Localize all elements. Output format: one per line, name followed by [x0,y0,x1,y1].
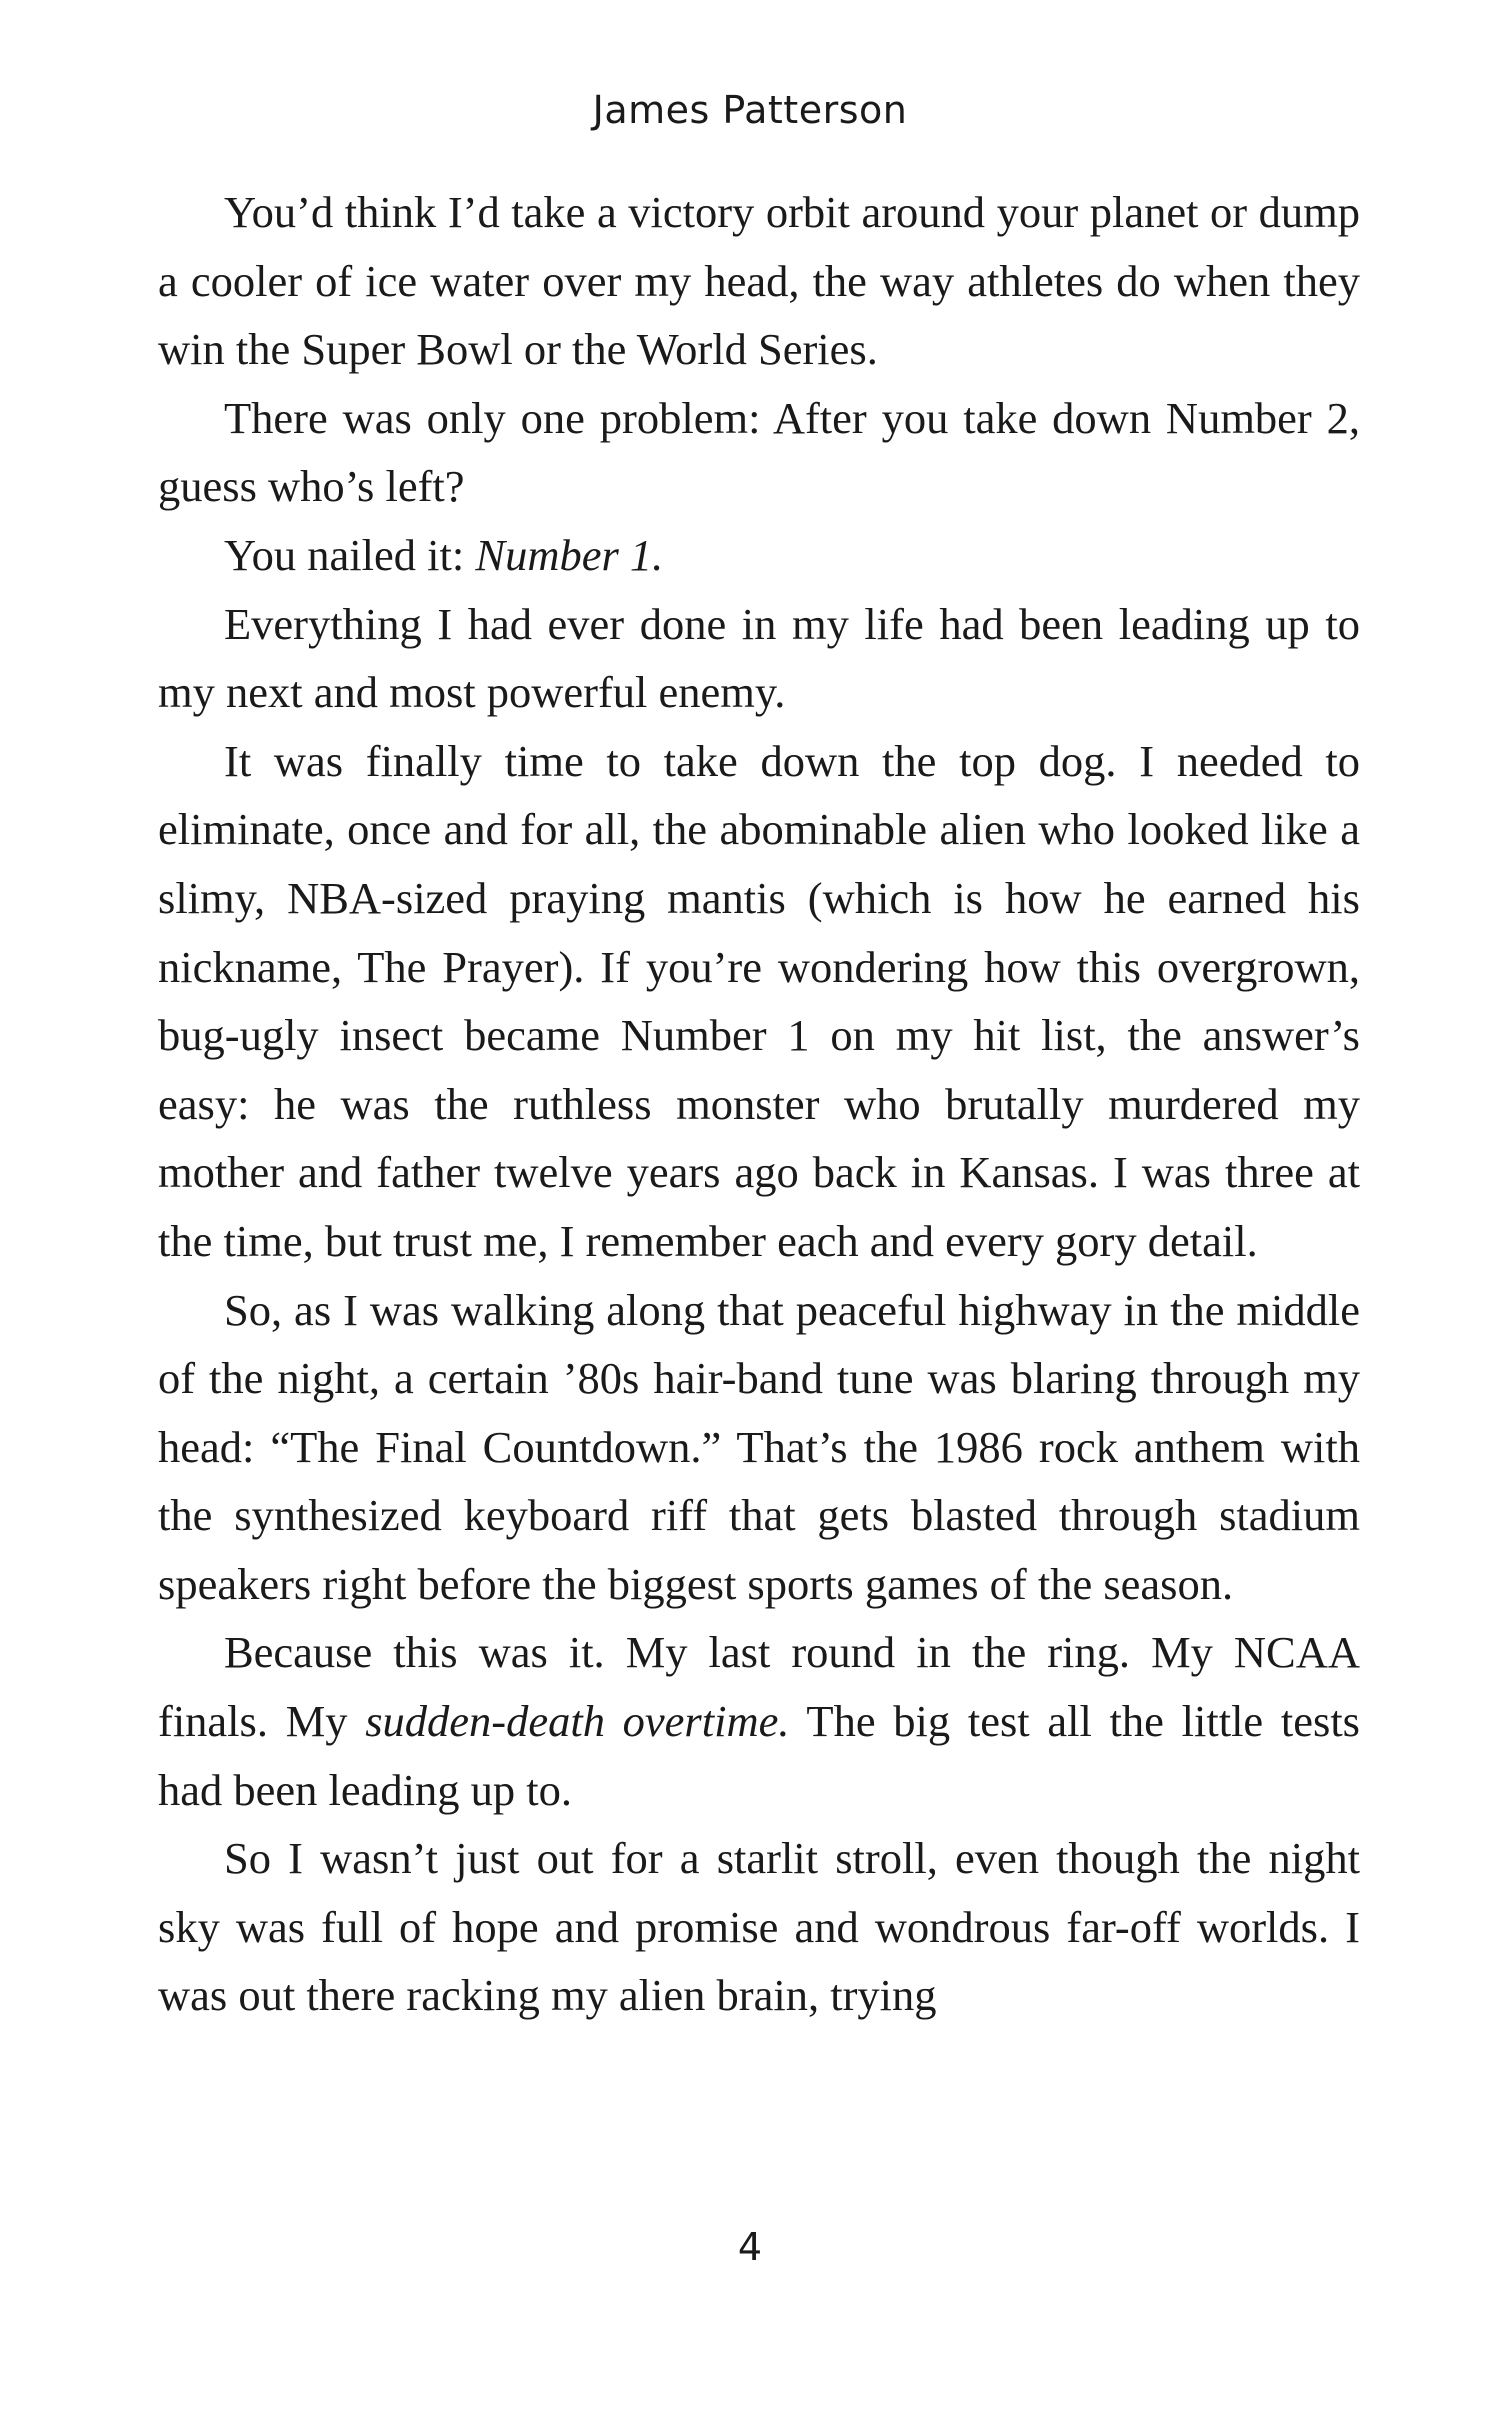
paragraph: It was finally time to take down the top dog. I needed to eliminate, once and for all, the abominable alien who looked like a slimy, NBA-sized praying mantis (which is how he earned his nickname, The Prayer). If you’re wondering how this overgrown, bug-ugly insect became Number 1 on my hit list, the answer’s easy: he was the ruthless monster who brutally murdered my mother and father twelve years ago back in Kansas. I was three at the time, but trust me, I remember each and every gory detail. [158,735,1360,1266]
paragraph-text: Because this was it. My last round in the ring. My NCAA finals. My [158,1627,1360,1747]
paragraph: There was only one problem: After you take down Number 2, guess who’s left? [158,392,1360,512]
paragraph [158,521,1360,590]
emphasis-text: Number 1. [475,529,664,580]
paragraph: You’d think I’d take a victory orbit around your planet or dump a cooler of ice water over my head, the way athletes do when they win the Super Bowl or the World Series. [158,187,1360,375]
emphasis-text: sudden-death overtime. [365,1696,790,1747]
running-head: James Patterson [592,88,908,132]
body-text [158,178,1360,2030]
page-number: 4 [737,2225,763,2269]
paragraph: So, as I was walking along that peaceful highway in the middle of the night, a certain ’80s hair-band tune was blaring through my head: “The Final Countdown.” That’s the 1986 rock anthem with the synthesized keyboard riff that gets blasted through stadium speakers right before the biggest sports games of the season. [158,1284,1360,1609]
paragraph-text: You nailed it: [224,529,476,580]
paragraph: Everything I had ever done in my life had been leading up to my next and most powerful enemy. [158,598,1360,718]
paragraph: So I wasn’t just out for a starlit stroll, even though the night sky was full of hope and promise and wondrous far-off worlds. I was out there racking my alien brain, trying [158,1833,1360,2021]
paragraph [158,1618,1360,1824]
paragraph-text: The big test all the little tests had been leading up to. [158,1696,1360,1815]
